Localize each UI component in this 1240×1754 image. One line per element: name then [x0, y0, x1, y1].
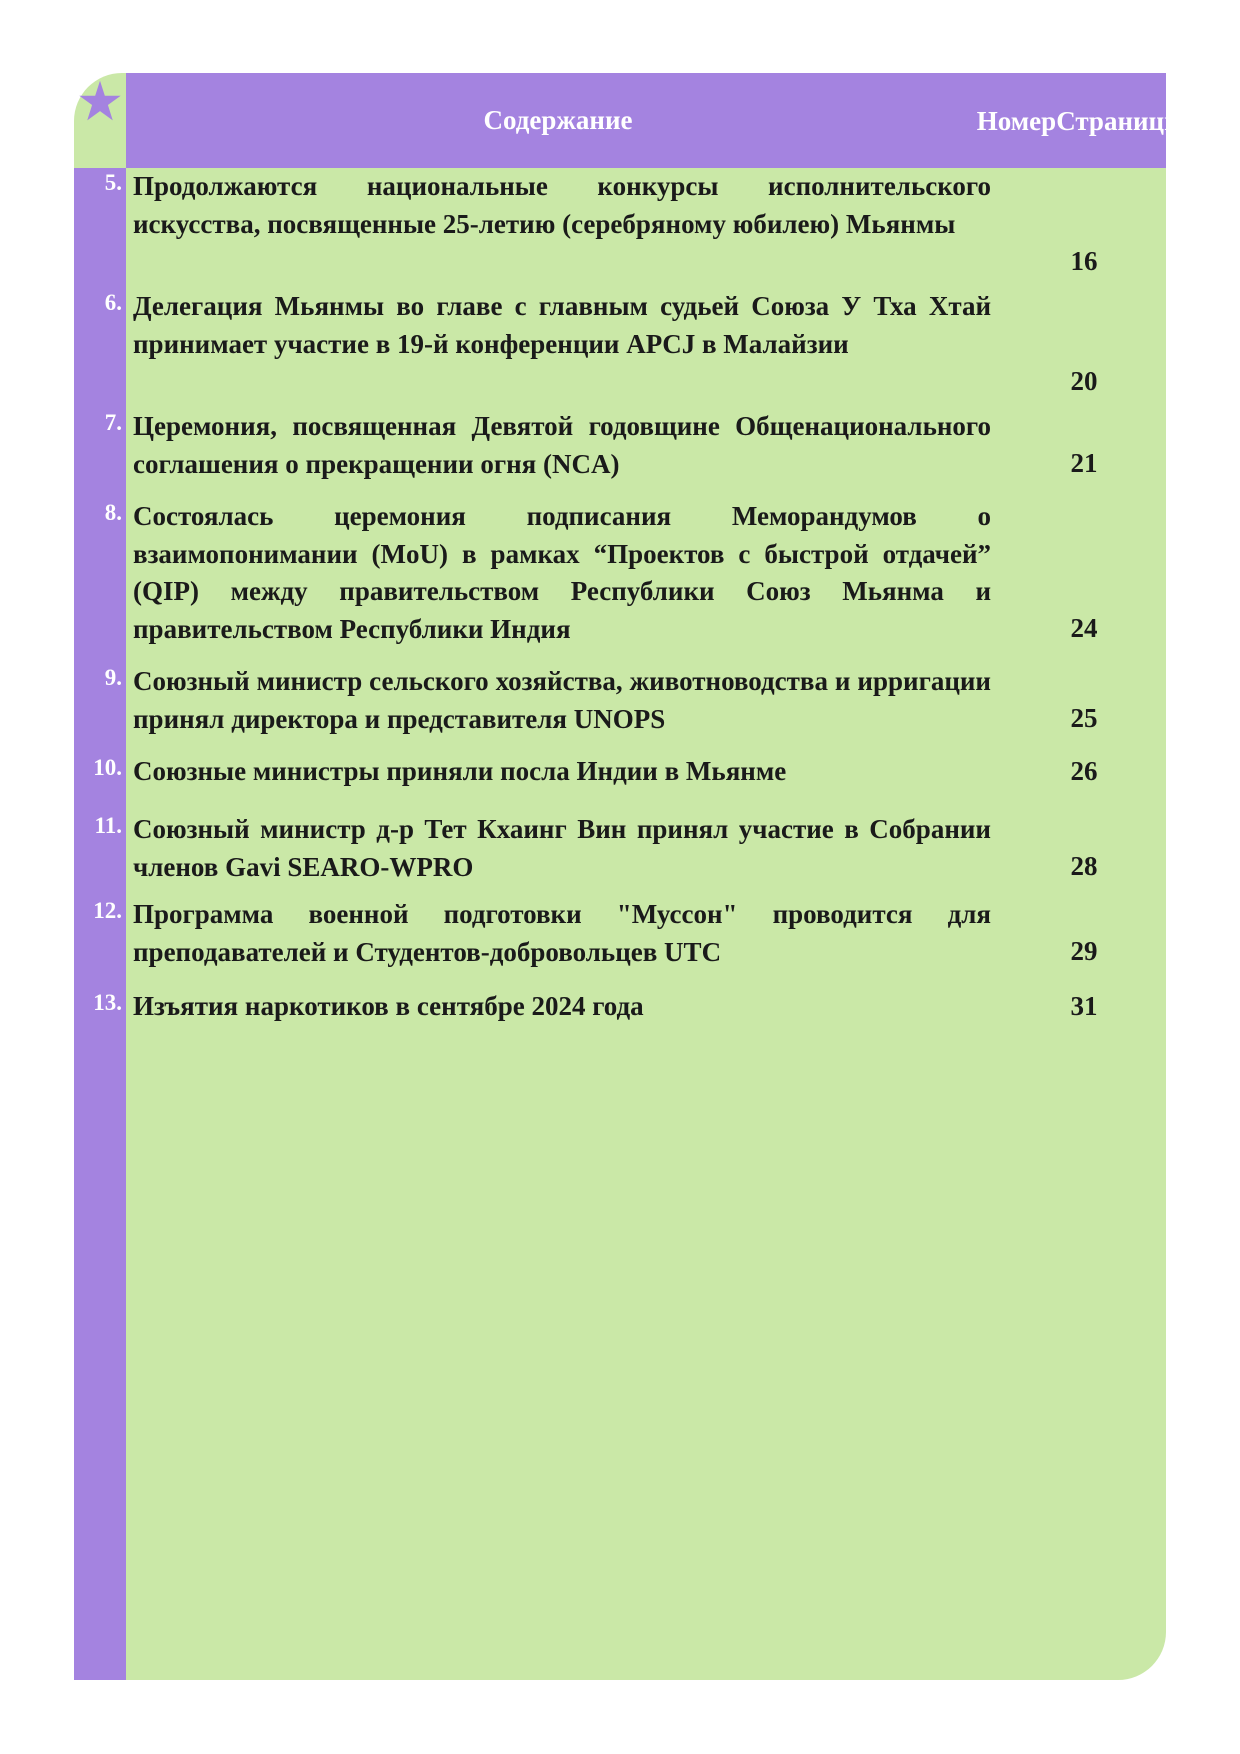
contents-panel — [74, 73, 1186, 1680]
entry-number: 13. — [93, 990, 122, 1015]
header-page-label-line2: Страницы — [1056, 105, 1186, 136]
entry-number: 10. — [93, 755, 122, 780]
entry-page-number[interactable]: 28 — [1070, 851, 1098, 881]
entry-number: 7. — [104, 410, 122, 435]
header-page-label-line1: Номер — [976, 105, 1057, 136]
entry-page-number[interactable]: 29 — [1070, 936, 1098, 966]
header-page-number-label — [976, 73, 1186, 168]
entry-number: 9. — [104, 665, 122, 690]
entry-number: 8. — [104, 500, 122, 525]
entry-title[interactable]: Программа военной подготовки "Муссон" проводится для преподавателей и Студентов-добровольцев UTC — [133, 899, 991, 967]
entry-title[interactable]: Союзный министр сельского хозяйства, животноводства и ирригации принял директора и представителя UNOPS — [133, 666, 991, 734]
entry-title[interactable]: Союзные министры приняли посла Индии в Мьянме — [133, 756, 787, 786]
entry-title[interactable]: Делегация Мьянмы во главе с главным судьей Союза У Тха Хтай принимает участие в 19-й конференции APCJ в Малайзии — [133, 291, 991, 359]
entry-title[interactable]: Церемония, посвященная Девятой годовщине Общенационального соглашения о прекращении огня (NCA) — [133, 411, 991, 479]
entry-page-number[interactable]: 21 — [1070, 448, 1098, 478]
entry-page-number[interactable]: 26 — [1070, 756, 1098, 786]
entry-page-number[interactable]: 25 — [1070, 703, 1098, 733]
entry-number: 11. — [94, 813, 122, 838]
contents-header — [126, 73, 1186, 168]
entry-title[interactable]: Изъятия наркотиков в сентябре 2024 года — [133, 991, 644, 1021]
entry-page-number[interactable]: 24 — [1070, 613, 1098, 643]
entry-title[interactable]: Союзный министр д-р Тет Кхаинг Вин принял участие в Собрании членов Gavi SEARO-WPRO — [133, 814, 991, 882]
star-icon — [78, 79, 122, 123]
entry-page-number[interactable]: 31 — [1070, 991, 1098, 1021]
entry-page-number[interactable]: 20 — [1070, 366, 1098, 396]
entry-number: 5. — [104, 170, 122, 195]
entry-title[interactable]: Продолжаются национальные конкурсы исполнительского искусства, посвященные 25-летию (серебряному юбилею) Мьянмы — [133, 171, 991, 239]
entry-number: 6. — [104, 290, 122, 315]
entry-number: 12. — [93, 898, 122, 923]
entry-page-number[interactable]: 16 — [1070, 246, 1098, 276]
header-title: Содержание — [483, 105, 633, 135]
entry-title[interactable]: Состоялась церемония подписания Меморандумов о взаимопонимании (MoU) в рамках “Проектов с быстрой отдачей” (QIP) между правительством Республики Союз Мьянма и правительством Республики Индия — [133, 501, 991, 644]
